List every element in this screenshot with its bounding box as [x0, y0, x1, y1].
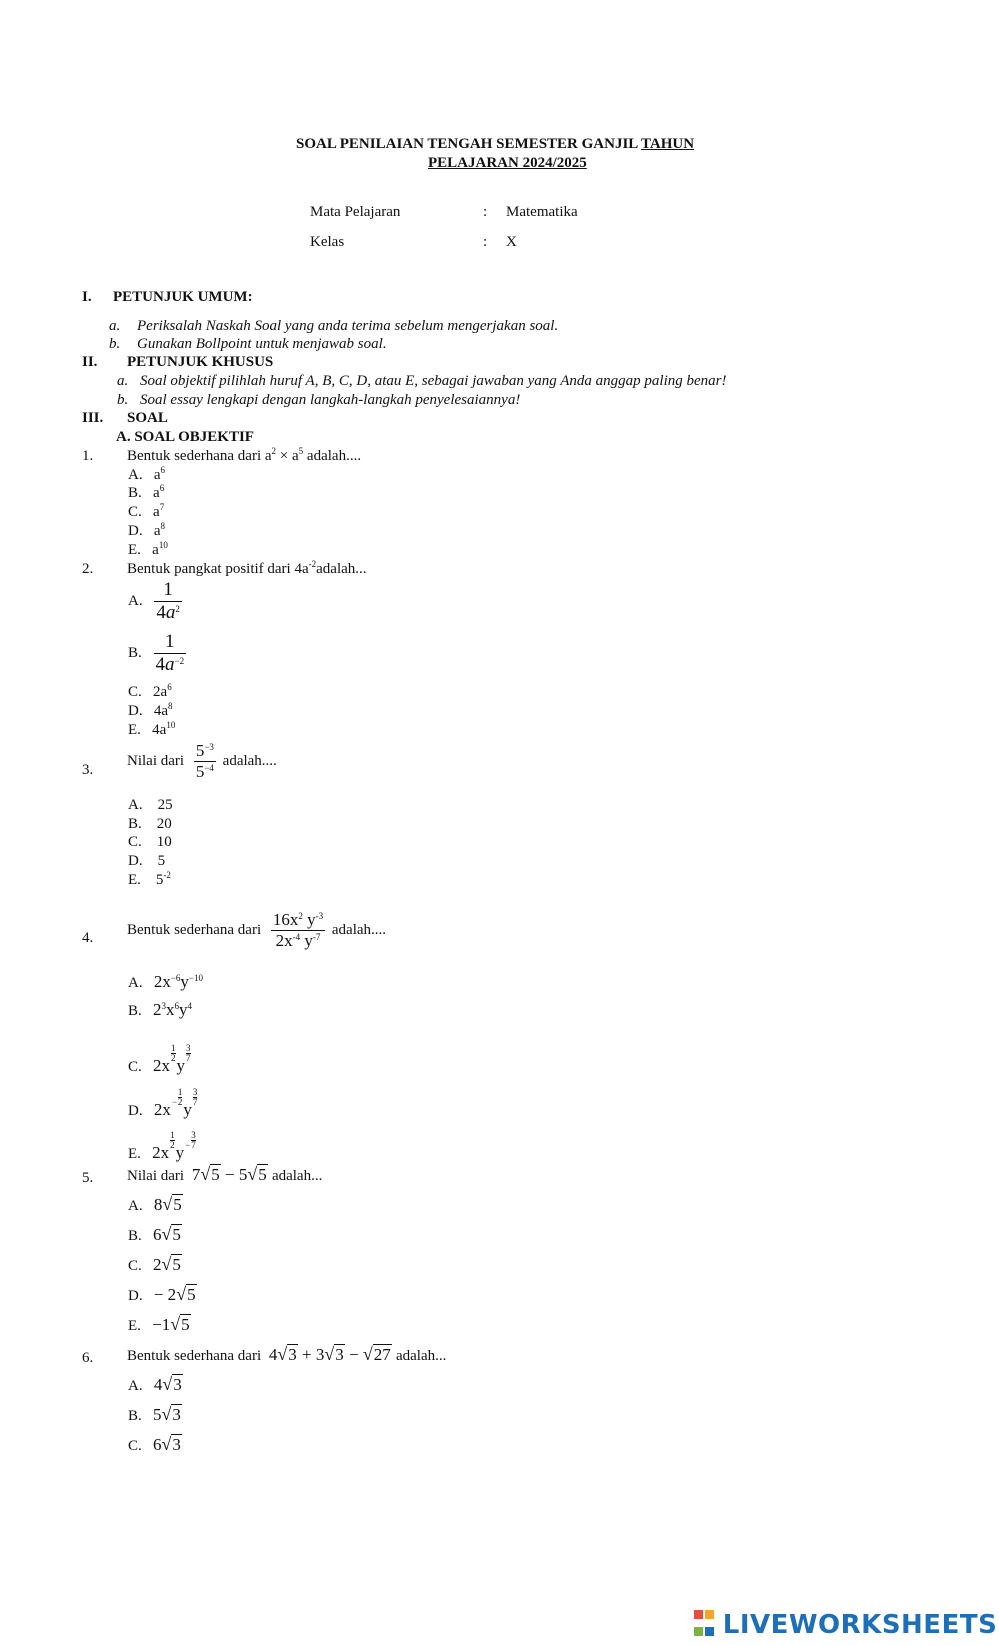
exp-fraction-2 [186, 1044, 191, 1063]
fraction-denominator [154, 601, 182, 624]
den-e1: -4 [292, 932, 301, 942]
q3-option-e[interactable] [128, 872, 171, 889]
option-exp: 10 [158, 540, 168, 550]
option-letter: D. [128, 1288, 143, 1304]
q4-option-a[interactable] [128, 972, 203, 992]
ef-den: 7 [191, 1140, 196, 1150]
q3-option-b[interactable] [128, 816, 172, 833]
section2-item-a-mark: a. [117, 373, 129, 389]
q6-c2: 3 [315, 1345, 325, 1364]
option-letter: C. [128, 1438, 142, 1454]
sqrt-icon: √5 [161, 1224, 181, 1244]
fraction-denominator [271, 930, 325, 951]
q6-op2: − [349, 1345, 359, 1364]
sqrt-icon: √5 [200, 1164, 220, 1184]
ef-num: 3 [191, 1130, 196, 1140]
doc-title-part2: TAHUN [640, 136, 695, 152]
option-exp: 7 [159, 502, 165, 512]
q2-optA-fraction [154, 579, 182, 624]
option-exp: 8 [160, 521, 166, 531]
q1-exp1: 2 [271, 446, 277, 456]
num-y: y [307, 910, 316, 929]
option-exp: 6 [160, 465, 166, 475]
class-label: Kelas [310, 234, 345, 250]
section3-title: SOAL [127, 410, 168, 426]
option-coef: 8 [153, 1195, 163, 1214]
den-coef: 2x [275, 931, 293, 950]
ef-num: 1 [177, 1087, 183, 1097]
option-letter: B. [128, 1408, 142, 1424]
option-base: a [153, 485, 160, 501]
subject-label: Mata Pelajaran [310, 204, 401, 220]
exp-sign: − [171, 1097, 177, 1107]
option-letter: A. [128, 797, 143, 813]
q2-text-a: Bentuk pangkat positif dari 4a [127, 561, 309, 577]
radicand: 5 [187, 1285, 196, 1304]
radicand: 27 [373, 1345, 391, 1364]
q6-option-b[interactable] [128, 1404, 182, 1425]
den-coef: 4 [155, 654, 166, 675]
option-coef: 2 [153, 1255, 162, 1274]
section1-item-b: Gunakan Bollpoint untuk menjawab soal. [137, 336, 387, 352]
den-exp: 2 [175, 604, 180, 614]
ef-den: 7 [192, 1097, 198, 1107]
section1-item-a: Periksalah Naskah Soal yang anda terima sebelum mengerjakan soal. [137, 318, 559, 334]
q5-option-c[interactable] [128, 1254, 182, 1275]
q6-text-b: adalah... [395, 1348, 447, 1364]
logo-square-red [694, 1610, 703, 1619]
den-e2: -7 [312, 932, 321, 942]
option-coef: 6 [153, 1225, 162, 1244]
q1-option-d[interactable] [128, 523, 165, 540]
section1-title: PETUNJUK UMUM: [113, 289, 253, 305]
radicand: 5 [172, 1225, 181, 1244]
q5-expr [192, 1165, 272, 1184]
q5-op: − [224, 1165, 235, 1184]
q5-c2: 5 [238, 1165, 248, 1184]
sqrt-icon: √27 [362, 1344, 391, 1364]
sqrt-icon: √3 [324, 1344, 344, 1364]
q2-option-a[interactable] [128, 579, 185, 624]
radicand: 3 [173, 1375, 182, 1394]
fraction-numerator: 1 [163, 579, 173, 600]
doc-title-line2: PELAJARAN 2024/2025 [428, 155, 587, 171]
option-letter: C. [128, 1258, 142, 1274]
fraction-numerator [194, 741, 216, 761]
option-letter: E. [128, 1318, 141, 1334]
den-base: 5 [195, 762, 205, 781]
option-exp: 6 [159, 483, 165, 493]
ef-den: 2 [177, 1097, 183, 1107]
radicand: 5 [173, 1195, 182, 1214]
fraction-numerator: 1 [165, 631, 175, 652]
den-y: y [304, 931, 313, 950]
sqrt-icon: √5 [176, 1284, 196, 1304]
option-expr [154, 1285, 197, 1304]
exp-fraction-2 [191, 1131, 196, 1150]
option-letter: D. [128, 703, 143, 719]
q2-text [127, 561, 367, 578]
q4-text-b: adalah.... [331, 922, 387, 938]
option-letter: B. [128, 645, 142, 661]
option-letter: C. [128, 684, 142, 700]
option-letter: D. [128, 523, 143, 539]
radicand: 5 [211, 1165, 220, 1184]
radicand: 3 [288, 1345, 297, 1364]
q1-times: × [279, 448, 289, 464]
option-letter: A. [128, 467, 143, 483]
q1-option-c[interactable] [128, 504, 164, 521]
radicand: 5 [172, 1255, 181, 1274]
q2-option-e[interactable] [128, 722, 175, 739]
num-e2: -3 [315, 911, 324, 921]
class-sep: : [483, 234, 488, 250]
option-expr [152, 1315, 190, 1334]
q6-expr [269, 1345, 396, 1364]
q5-text-b: adalah... [271, 1168, 323, 1184]
q6-option-c[interactable] [128, 1434, 182, 1455]
ef-num: 3 [186, 1043, 191, 1053]
section2-num: II. [82, 354, 98, 370]
section2-item-b-mark: b. [117, 392, 129, 408]
q4-text [127, 910, 386, 951]
option-base: a [153, 467, 161, 483]
logo-square-orange [705, 1610, 714, 1619]
term-a: 2x [153, 1100, 171, 1119]
q3-text-a: Nilai dari [127, 753, 185, 769]
sqrt-icon: √5 [247, 1164, 267, 1184]
q6-text-a: Bentuk sederhana dari [127, 1348, 262, 1364]
option-letter: A. [128, 1198, 143, 1214]
option-expr [153, 1087, 199, 1119]
q6-number: 6. [82, 1350, 94, 1366]
fraction-denominator [194, 761, 216, 782]
q1-text-a: Bentuk sederhana dari a [127, 448, 272, 464]
term-b: x [166, 1000, 175, 1019]
section1-num: I. [82, 289, 92, 305]
option-expr [152, 1130, 197, 1162]
q4-option-e[interactable] [128, 1131, 197, 1163]
option-value: 5 [157, 853, 166, 869]
option-expr [154, 972, 203, 991]
q1-option-a[interactable] [128, 467, 165, 484]
option-letter: E. [128, 722, 141, 738]
ef-den: 2 [171, 1053, 176, 1063]
option-exp: 6 [167, 682, 172, 692]
ef-den: 2 [170, 1140, 175, 1150]
q4-option-b[interactable] [128, 1000, 192, 1020]
option-letter: E. [128, 872, 141, 888]
num-exp: −3 [204, 742, 214, 752]
q6-op1: + [302, 1345, 312, 1364]
option-letter: A. [128, 975, 143, 991]
q1-text-c: adalah.... [306, 448, 362, 464]
q4-option-d[interactable] [128, 1088, 198, 1120]
q5-text-a: Nilai dari [127, 1168, 185, 1184]
section1-item-a-mark: a. [109, 318, 121, 334]
option-base: a [153, 504, 160, 520]
option-expr [153, 1405, 182, 1424]
section3-num: III. [82, 410, 104, 426]
option-letter: C. [128, 834, 142, 850]
ef-num: 1 [171, 1043, 176, 1053]
doc-title-line1 [296, 136, 694, 153]
q5-option-d[interactable] [128, 1284, 197, 1305]
radicand: 5 [258, 1165, 267, 1184]
class-value: X [506, 234, 517, 250]
option-expr [153, 1043, 192, 1075]
term-c: y [179, 1000, 188, 1019]
q2-optB-fraction [154, 631, 187, 676]
logo-icon [693, 1608, 715, 1642]
radicand: 3 [172, 1405, 181, 1424]
exp-sign: − [185, 1140, 191, 1150]
sqrt-icon: √5 [170, 1314, 190, 1334]
term-e2: 6 [174, 1001, 180, 1011]
q5-number: 5. [82, 1170, 94, 1186]
option-letter: E. [128, 542, 141, 558]
option-exp: 10 [166, 720, 176, 730]
section2-item-a: Soal objektif pilihlah huruf A, B, C, D, atau E, sebagai jawaban yang Anda anggap paling benar! [140, 373, 727, 389]
option-value: 10 [156, 834, 172, 850]
option-coef: 6 [153, 1435, 162, 1454]
option-base: a [153, 523, 161, 539]
option-letter: D. [128, 853, 143, 869]
ef-den: 7 [186, 1053, 191, 1063]
term-a: 2 [153, 1000, 162, 1019]
exp-fraction-2 [193, 1088, 198, 1107]
q4-text-a: Bentuk sederhana dari [127, 922, 262, 938]
option-expr [154, 1375, 183, 1394]
radicand: 3 [335, 1345, 344, 1364]
q4-fraction [271, 910, 325, 951]
term-a: 2x [152, 1143, 170, 1162]
section2-item-b: Soal essay lengkapi dengan langkah-langkah penyelesaiannya! [140, 392, 521, 408]
option-letter: B. [128, 1003, 142, 1019]
q3-option-c[interactable] [128, 834, 172, 851]
num-base: 5 [195, 741, 205, 760]
logo-text: LIVEWORKSHEETS [722, 1610, 998, 1640]
exp-fraction-1 [171, 1044, 176, 1063]
option-coef: 4 [153, 1375, 163, 1394]
den-coef: 4 [156, 602, 166, 623]
option-base: 4a [152, 722, 167, 738]
den-exp: −2 [174, 656, 185, 666]
q2-exp: -2 [308, 559, 317, 569]
section1-item-b-mark: b. [109, 336, 121, 352]
q6-option-a[interactable] [128, 1374, 183, 1395]
option-expr [154, 1195, 183, 1214]
option-value: 20 [156, 816, 172, 832]
subject-sep: : [483, 204, 488, 220]
logo-square-blue [705, 1627, 714, 1636]
sqrt-icon: √3 [161, 1404, 181, 1424]
option-letter: A. [128, 593, 143, 609]
q1-text [127, 448, 361, 465]
section3-subtitle: A. SOAL OBJEKTIF [116, 429, 254, 445]
sqrt-icon: √3 [162, 1374, 182, 1394]
num-coef: 16x [272, 910, 299, 929]
option-coef: − 2 [153, 1285, 177, 1304]
term-e2: −10 [188, 973, 203, 983]
q3-number: 3. [82, 762, 94, 778]
q1-text-b: a [292, 448, 299, 464]
den-exp: −4 [204, 763, 214, 773]
liveworksheets-logo[interactable] [693, 1608, 997, 1642]
radicand: 3 [172, 1435, 181, 1454]
sqrt-icon: √3 [277, 1344, 297, 1364]
option-base: a [152, 542, 159, 558]
q2-option-b[interactable] [128, 631, 189, 676]
option-base: 2a [153, 684, 168, 700]
term-b: y [183, 1100, 192, 1119]
option-base: 4a [153, 703, 169, 719]
q1-exp2: 5 [298, 446, 304, 456]
sqrt-icon: √5 [161, 1254, 181, 1274]
option-coef: −1 [152, 1315, 171, 1334]
q5-option-e[interactable] [128, 1314, 191, 1335]
q3-option-d[interactable] [128, 853, 165, 870]
q6-text [127, 1344, 446, 1365]
option-value: 5 [155, 872, 164, 888]
term-b: y [176, 1056, 186, 1075]
ef-num: 1 [170, 1130, 175, 1140]
option-coef: 5 [153, 1405, 162, 1424]
doc-title-part1: SOAL PENILAIAN TENGAH SEMESTER GANJIL [296, 136, 638, 152]
ef-num: 3 [192, 1087, 198, 1097]
den-var: a [165, 602, 176, 623]
exp-fraction-1 [178, 1088, 183, 1107]
term-a: 2x [153, 1056, 171, 1075]
q5-c1: 7 [191, 1165, 201, 1184]
q2-option-d[interactable] [128, 703, 173, 720]
q4-option-c[interactable] [128, 1044, 192, 1076]
option-value: 25 [157, 797, 173, 813]
q3-option-a[interactable] [128, 797, 173, 814]
option-expr [153, 1255, 182, 1274]
q2-text-b: adalah... [316, 561, 367, 577]
subject-value: Matematika [506, 204, 578, 220]
option-letter: C. [128, 504, 142, 520]
q1-option-b[interactable] [128, 485, 164, 502]
den-var: a [165, 654, 175, 675]
q5-option-b[interactable] [128, 1224, 182, 1245]
fraction-denominator [154, 653, 187, 676]
q5-option-a[interactable] [128, 1194, 183, 1215]
term-e1: −6 [170, 973, 181, 983]
q3-fraction [194, 741, 216, 782]
term-b: y [180, 972, 189, 991]
q6-c1: 4 [268, 1345, 278, 1364]
q5-text [127, 1164, 322, 1185]
radicand: 5 [181, 1315, 190, 1334]
option-expr [153, 1435, 182, 1454]
num-e1: 2 [298, 911, 303, 921]
option-letter: A. [128, 1378, 143, 1394]
term-e3: 4 [187, 1001, 193, 1011]
q1-option-e[interactable] [128, 542, 168, 559]
option-expr [153, 1000, 192, 1019]
term-b: y [175, 1143, 185, 1162]
option-letter: E. [128, 1146, 141, 1162]
option-expr [153, 1225, 182, 1244]
q4-number: 4. [82, 930, 94, 946]
q3-text-b: adalah.... [222, 753, 277, 769]
term-e1: 3 [161, 1001, 167, 1011]
option-letter: B. [128, 1228, 142, 1244]
q2-option-c[interactable] [128, 684, 172, 701]
fraction-numerator [271, 910, 325, 930]
option-letter: C. [128, 1059, 142, 1075]
option-exp: 8 [168, 701, 173, 711]
option-letter: B. [128, 485, 142, 501]
section2-title: PETUNJUK KHUSUS [127, 354, 274, 370]
option-letter: D. [128, 1103, 143, 1119]
q1-number: 1. [82, 448, 94, 464]
q2-number: 2. [82, 561, 94, 577]
option-exp: -2 [163, 870, 171, 880]
sqrt-icon: √5 [162, 1194, 182, 1214]
exp-fraction-1 [170, 1131, 175, 1150]
q3-text [127, 741, 277, 782]
sqrt-icon: √3 [161, 1434, 181, 1454]
term-a: 2x [153, 972, 171, 991]
logo-square-green [694, 1627, 703, 1636]
option-letter: B. [128, 816, 142, 832]
